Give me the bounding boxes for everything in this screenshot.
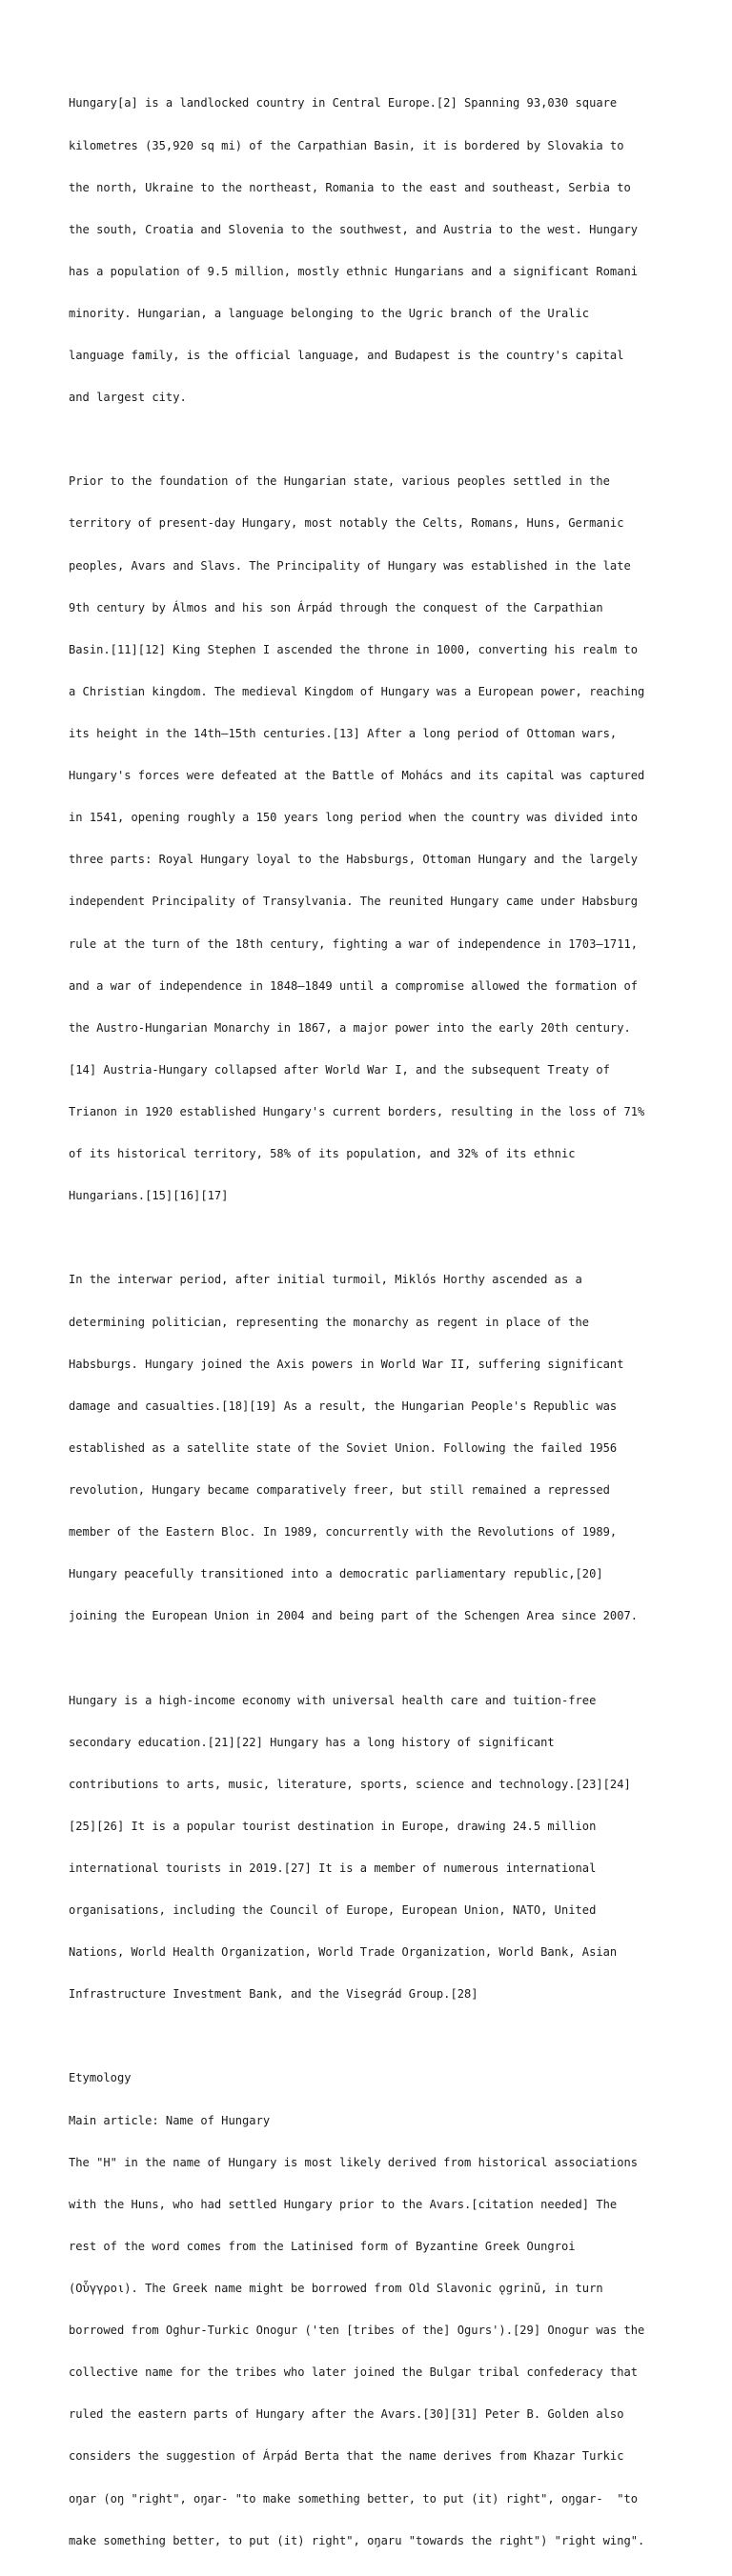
text-line: a Christian kingdom. The medieval Kingdom of Hungary was a European power, reaching [69, 684, 645, 698]
text-line: make something better, to put (it) right", oŋaru "towards the right") "right wing". [69, 2533, 645, 2547]
section-heading: Etymology [69, 2071, 132, 2085]
text-line: and a war of independence in 1848–1849 until a compromise allowed the formation of [69, 978, 639, 993]
text-line: collective name for the tribes who later joined the Bulgar tribal confederacy that [69, 2365, 639, 2380]
text-line: considers the suggestion of Árpád Berta that the name derives from Khazar Turkic [69, 2449, 624, 2464]
text-line: rest of the word comes from the Latinised form of Byzantine Greek Oungroi [69, 2239, 576, 2253]
text-line: the north, Ukraine to the northeast, Romania to the east and southeast, Serbia to [69, 180, 631, 194]
text-line: Hungary is a high-income economy with universal health care and tuition-free [69, 1693, 597, 1707]
main-article-note: Main article: Name of Hungary [69, 2113, 271, 2127]
text-line: independent Principality of Transylvania. The reunited Hungary came under Habsburg [69, 895, 639, 909]
text-line: peoples, Avars and Slavs. The Principality of Hungary was established in the late [69, 558, 631, 573]
text-line: The "H" in the name of Hungary is most likely derived from historical associations [69, 2155, 639, 2169]
text-line: Infrastructure Investment Bank, and the Visegrád Group.[28] [69, 1987, 478, 2002]
text-line: damage and casualties.[18][19] As a result, the Hungarian People's Republic was [69, 1399, 618, 1413]
text-line: Prior to the foundation of the Hungarian state, various peoples settled in the [69, 474, 610, 489]
text-line: established as a satellite state of the Soviet Union. Following the failed 1956 [69, 1440, 618, 1455]
text-line: In the interwar period, after initial turmoil, Miklós Horthy ascended as a [69, 1273, 582, 1287]
text-line: secondary education.[21][22] Hungary has a long history of significant [69, 1735, 555, 1749]
text-line: oŋar (oŋ "right", oŋar- "to make something better, to put (it) right", oŋgar- "to [69, 2491, 639, 2506]
text-line: revolution, Hungary became comparatively freer, but still remained a repressed [69, 1482, 610, 1497]
paragraph-interwar [69, 1245, 679, 1651]
text-line: Basin.[11][12] King Stephen I ascended the throne in 1000, converting his realm to [69, 642, 639, 656]
text-line: kilometres (35,920 sq mi) of the Carpathian Basin, it is bordered by Slovakia to [69, 138, 624, 152]
text-line: Trianon in 1920 established Hungary's current borders, resulting in the loss of 71% [69, 1105, 645, 1119]
paragraph-history [69, 447, 679, 1231]
text-line: Hungary peacefully transitioned into a democratic parliamentary republic,[20] [69, 1567, 603, 1581]
text-line: its height in the 14th–15th centuries.[13] After a long period of Ottoman wars, [69, 727, 618, 741]
document-page [69, 69, 679, 2576]
text-line: in 1541, opening roughly a 150 years long period when the country was divided into [69, 811, 639, 825]
text-line: [14] Austria-Hungary collapsed after World War I, and the subsequent Treaty of [69, 1062, 610, 1077]
text-line: 9th century by Álmos and his son Árpád through the conquest of the Carpathian [69, 600, 603, 614]
text-line: three parts: Royal Hungary loyal to the Habsburgs, Ottoman Hungary and the largely [69, 853, 639, 867]
text-line: contributions to arts, music, literature, sports, science and technology.[23][24] [69, 1777, 631, 1791]
text-line: [25][26] It is a popular tourist destination in Europe, drawing 24.5 million [69, 1819, 597, 1833]
text-line: has a population of 9.5 million, mostly ethnic Hungarians and a significant Romani [69, 264, 639, 278]
text-line: Hungary[a] is a landlocked country in Central Europe.[2] Spanning 93,030 square [69, 96, 618, 111]
paragraph-economy [69, 1665, 679, 2029]
section-etymology [69, 2043, 679, 2576]
text-line: Hungary's forces were defeated at the Battle of Mohács and its capital was captured [69, 769, 645, 783]
text-line: ruled the eastern parts of Hungary after the Avars.[30][31] Peter B. Golden also [69, 2407, 624, 2422]
text-line: international tourists in 2019.[27] It is a member of numerous international [69, 1861, 597, 1875]
text-line: minority. Hungarian, a language belonging to the Ugric branch of the Uralic [69, 306, 590, 320]
text-line: (Οὗγγροι). The Greek name might be borrowed from Old Slavonic ǫgrinŭ, in turn [69, 2282, 603, 2296]
text-line: joining the European Union in 2004 and being part of the Schengen Area since 2007. [69, 1609, 639, 1623]
paragraph-intro [69, 69, 679, 433]
text-line: Nations, World Health Organization, World Trade Organization, World Bank, Asian [69, 1945, 618, 1960]
text-line: member of the Eastern Bloc. In 1989, concurrently with the Revolutions of 1989, [69, 1525, 618, 1540]
text-line: the Austro-Hungarian Monarchy in 1867, a major power into the early 20th century. [69, 1020, 631, 1035]
text-line: and largest city. [69, 391, 187, 405]
text-line: territory of present-day Hungary, most notably the Celts, Romans, Huns, Germanic [69, 516, 624, 531]
text-line: borrowed from Oghur-Turkic Onogur ('ten [tribes of the] Ogurs').[29] Onogur was the [69, 2324, 645, 2338]
text-line: determining politician, representing the monarchy as regent in place of the [69, 1315, 590, 1329]
text-line: the south, Croatia and Slovenia to the southwest, and Austria to the west. Hungary [69, 222, 639, 236]
text-line: with the Huns, who had settled Hungary prior to the Avars.[citation needed] The [69, 2197, 618, 2211]
text-line: of its historical territory, 58% of its population, and 32% of its ethnic [69, 1147, 576, 1161]
text-line: Habsburgs. Hungary joined the Axis powers in World War II, suffering significant [69, 1357, 624, 1371]
text-line: Hungarians.[15][16][17] [69, 1189, 229, 1203]
text-line: language family, is the official language, and Budapest is the country's capital [69, 349, 624, 363]
text-line: rule at the turn of the 18th century, fighting a war of independence in 1703–1711, [69, 936, 639, 951]
text-line: organisations, including the Council of Europe, European Union, NATO, United [69, 1903, 597, 1918]
